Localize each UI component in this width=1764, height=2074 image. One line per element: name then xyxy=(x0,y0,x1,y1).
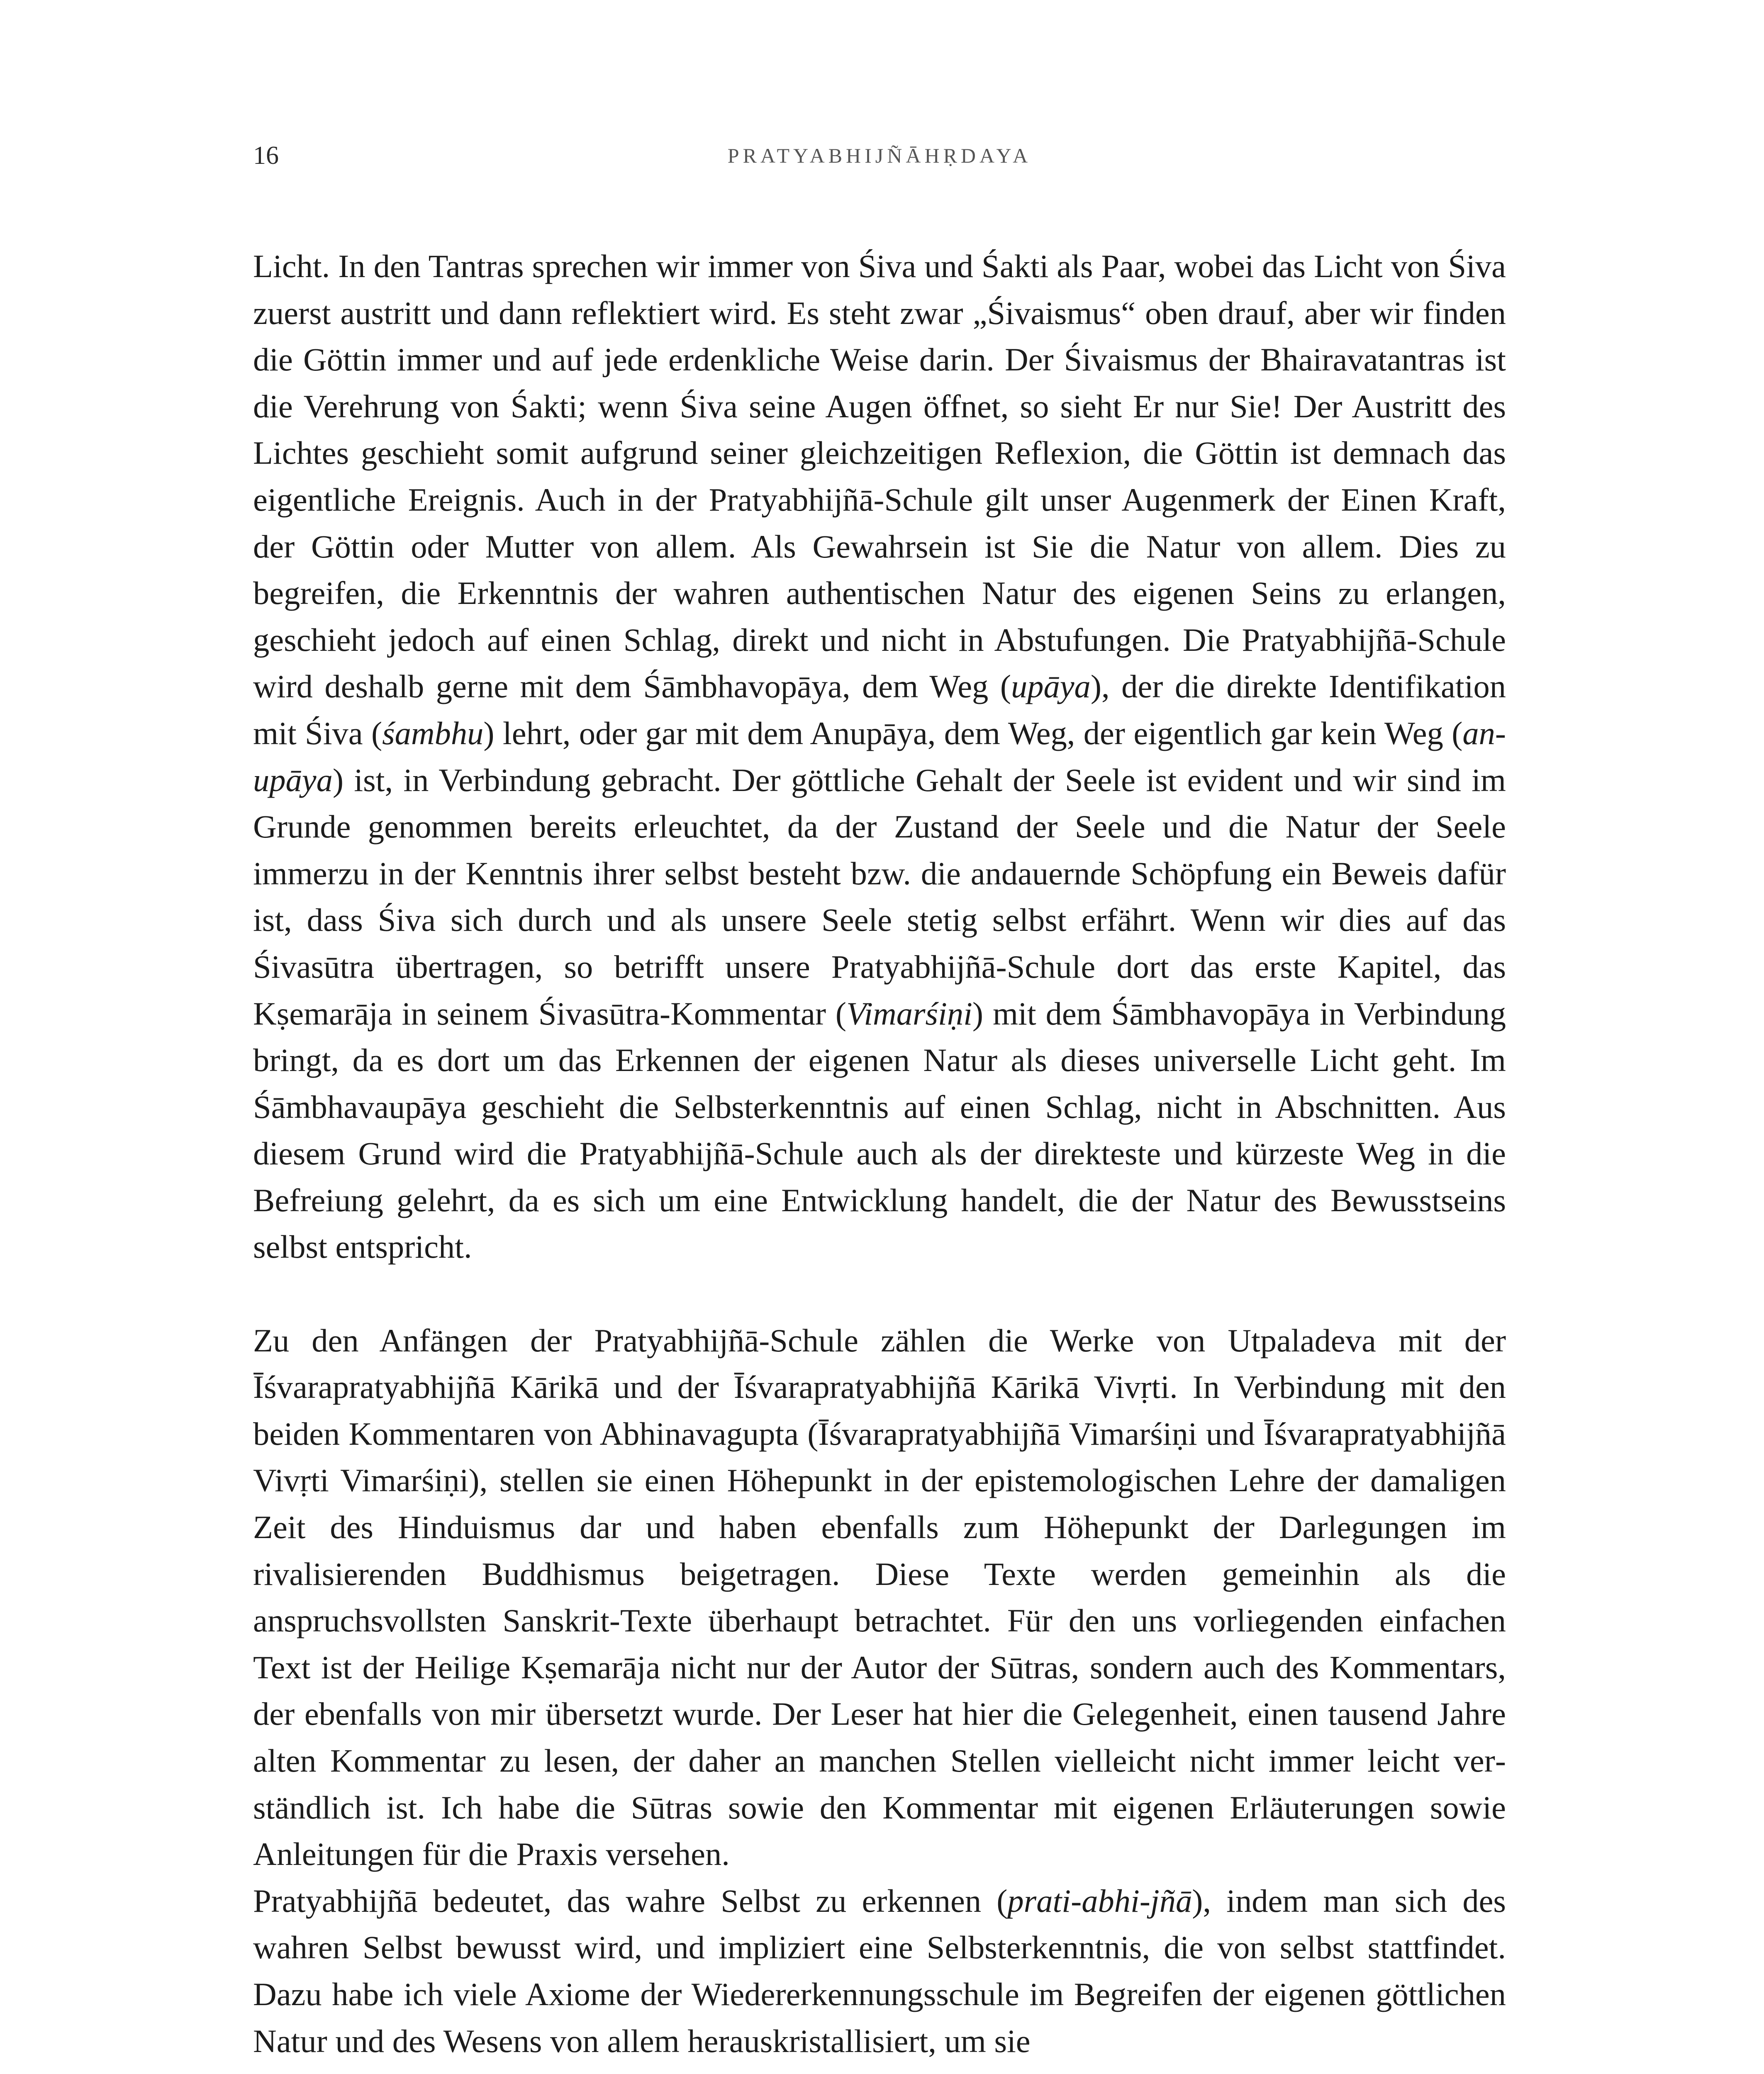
italic-term: Vimarśiṇi xyxy=(846,995,972,1032)
text-run: Zu den Anfängen der Pratyabhijñā-Schule zählen die Werke von Utpaladeva mit der Īśvarapratyabhijñā Kārikā und der Īśvarapratyabhijñā Kārikā Vivṛti. In Verbindung mit den beiden Kommentaren von Abhinavagupta (Īśvarapratyabhijñā Vimarśiṇi und Īśvarapratyabhijñā Vivṛti Vimarśiṇi), stellen sie einen Höhepunkt in der epistemologischen Lehre der damaligen Zeit des Hinduismus dar und haben ebenfalls zum Höhepunkt der Darlegungen im rivalisierenden Buddhismus beigetragen. Diese Texte werden gemeinhin als die anspruchsvollsten Sanskrit-Texte überhaupt betrachtet. Für den uns vorliegenden einfachen Text ist der Heilige Kṣemarāja nicht nur der Autor der Sūtras, sondern auch des Kommentars, der ebenfalls von mir übersetzt wurde. Der Leser hat hier die Gelegenheit, einen tausend Jahre alten Kommentar zu lesen, der daher an manchen Stellen vielleicht nicht immer leicht verständlich ist. Ich habe die Sūtras sowie den Kommentar mit eigenen Erläuterungen sowie Anleitungen für die Praxis versehen. xyxy=(253,1322,1506,1872)
text-run: ) mit dem Śāmbhavopāya in Verbindung bringt, da es dort um das Erkennen der eigenen Natur als dieses universelle Licht geht. Im Śāmbhavaupāya geschieht die Selbsterkenntnis auf einen Schlag, nicht in Abschnitten. Aus diesem Grund wird die Pratyabhijñā-Schule auch als der direkteste und kürzeste Weg in die Befreiung gelehrt, da es sich um eine Entwicklung handelt, die der Natur des Bewusstseins selbst entspricht. xyxy=(253,995,1506,1265)
running-title: PRATYABHIJÑĀHṚDAYA xyxy=(727,144,1032,167)
paragraph xyxy=(253,1878,1506,2064)
text-run: ) ist, in Verbindung gebracht. Der göttliche Gehalt der Seele ist evident und wir sind im Grunde genommen bereits erleuchtet, da der Zustand der Seele und die Natur der Seele immerzu in der Kenntnis ihrer selbst besteht bzw. die andauernde Schöpfung ein Beweis dafür ist, dass Śiva sich durch und als unsere Seele stetig selbst erfährt. Wenn wir dies auf das Śivasūtra übertragen, so betrifft unsere Pratyabhijñā-Schule dort das erste Kapitel, das Kṣemarāja in seinem Śivasūtra-Kommentar ( xyxy=(253,762,1506,1032)
italic-term: an-upāya xyxy=(253,715,1506,798)
text-run: ) lehrt, oder gar mit dem Anupāya, dem Weg, der eigentlich gar kein Weg ( xyxy=(483,715,1463,751)
italic-term: upāya xyxy=(1011,668,1091,705)
italic-term: prati-abhi-jñā xyxy=(1007,1882,1192,1919)
paragraph xyxy=(253,243,1506,1271)
paragraph xyxy=(253,1317,1506,1878)
text-run: ), indem man sich des wahren Selbst bewusst wird, und impliziert eine Selbsterkenntnis, die von selbst stattfindet. Dazu habe ich viele Axiome der Wiedererkennungsschule im Begreifen der eigenen göttlichen Natur und des Wesens von allem herauskristallisiert, um sie xyxy=(253,1882,1506,2059)
text-run: Pratyabhijñā bedeutet, das wahre Selbst zu erkennen ( xyxy=(253,1882,1008,1919)
running-header xyxy=(253,137,1506,174)
body-text xyxy=(253,243,1506,2064)
italic-term: śambhu xyxy=(382,715,484,751)
text-run: ), der die direkte Identifikation mit Śiva ( xyxy=(253,668,1506,751)
page-number: 16 xyxy=(253,141,279,170)
text-run: Licht. In den Tantras sprechen wir immer von Śiva und Śakti als Paar, wobei das Licht von Śiva zuerst austritt und dann reflektiert wird. Es steht zwar „Śivaismus“ oben drauf, aber wir finden die Göttin immer und auf jede erdenkliche Weise darin. Der Śivaismus der Bhairavatantras ist die Verehrung von Śakti; wenn Śiva seine Augen öffnet, so sieht Er nur Sie! Der Austritt des Lichtes geschieht somit aufgrund seiner gleichzeitigen Reflexion, die Göttin ist demnach das eigentliche Ereignis. Auch in der Pratyabhijñā-Schule gilt unser Augenmerk der Einen Kraft, der Göttin oder Mutter von allem. Als Gewahrsein ist Sie die Natur von allem. Dies zu begreifen, die Erkenntnis der wahren authentischen Natur des eigenen Seins zu erlangen, geschieht jedoch auf einen Schlag, direkt und nicht in Abstufungen. Die Pratyabhijñā-Schule wird deshalb gerne mit dem Śāmbhavopāya, dem Weg ( xyxy=(253,248,1506,705)
